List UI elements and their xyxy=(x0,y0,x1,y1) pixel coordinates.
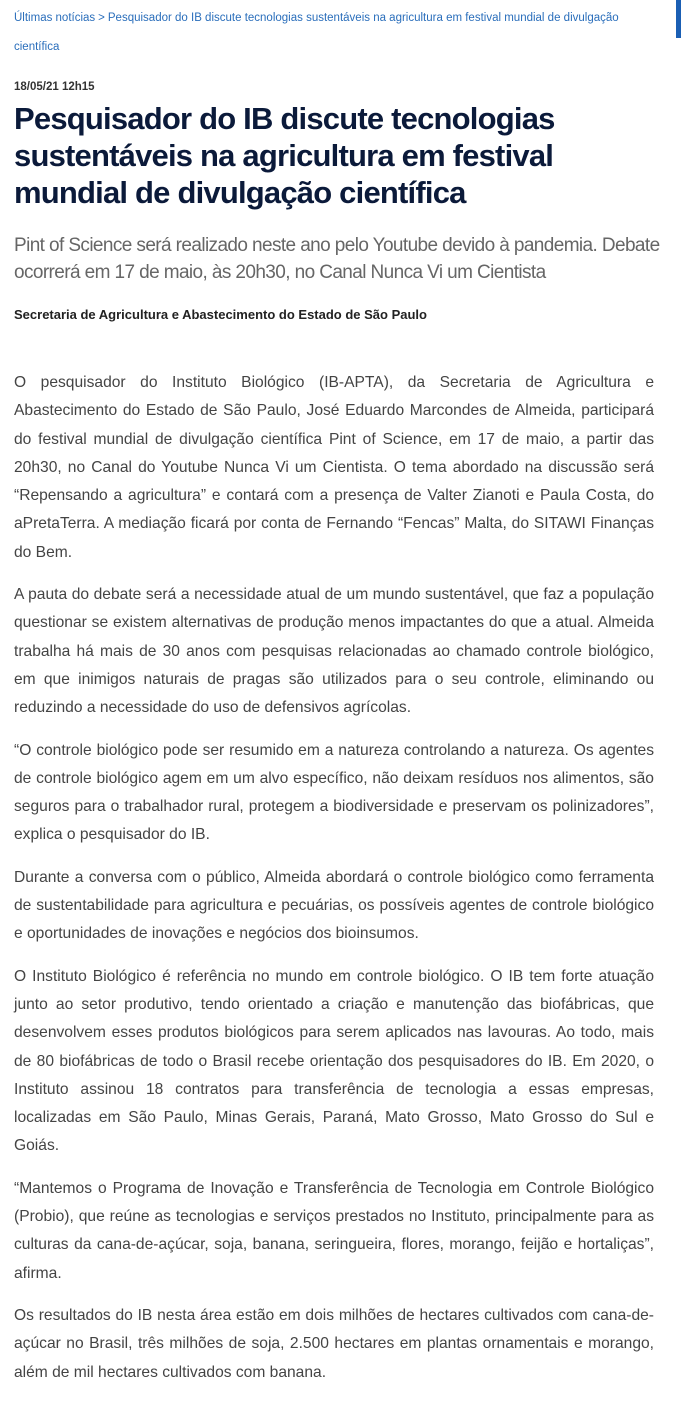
breadcrumb-separator: > xyxy=(98,12,105,24)
breadcrumb-link-current-article[interactable]: Pesquisador do IB discute tecnologias sustentáveis na agricultura em festival mundial de divulgação científica xyxy=(14,12,619,53)
article-subtitle: Pint of Science será realizado neste ano pelo Youtube devido à pandemia. Debate ocorrerá em 17 de maio, às 20h30, no Canal Nunca Vi um Cientista xyxy=(14,235,660,283)
article-paragraph: O Instituto Biológico é referência no mundo em controle biológico. O IB tem forte atuação junto ao setor produtivo, tendo orientado a criação e manutenção das biofábricas, que desenvolvem esses produtos biológicos para serem aplicados nas lavouras. Ao todo, mais de 80 biofábricas de todo o Brasil recebe orientação dos pesquisadores do IB. Em 2020, o Instituto assinou 18 contratos para transferência de tecnologia a essas empresas, localizadas em São Paulo, Minas Gerais, Paraná, Mato Grosso, Mato Grosso do Sul e Goiás. xyxy=(14,967,654,1155)
article-paragraph: Durante a conversa com o público, Almeida abordará o controle biológico como ferramenta de sustentabilidade para agricultura e pecuárias, os possíveis agentes de controle biológico e oportunidades de inovações e negócios dos bioinsumos. xyxy=(14,868,654,943)
article-paragraph: A pauta do debate será a necessidade atual de um mundo sustentável, que faz a população questionar se existem alternativas de produção menos impactantes do que a atual. Almeida trabalha há mais de 30 anos com pesquisas relacionadas ao chamado controle biológico, em que inimigos naturais de pragas são utilizados para o seu controle, eliminando ou reduzindo a necessidade do uso de defensivos agrícolas. xyxy=(14,586,654,717)
accent-bar xyxy=(676,0,681,38)
breadcrumb xyxy=(14,4,654,62)
article-paragraph: Os resultados do IB nesta área estão em dois milhões de hectares cultivados com cana-de-açúcar no Brasil, três milhões de soja, 2.500 hectares em plantas ornamentais e morango, além de mil hectares cultivados com banana. xyxy=(14,1306,654,1381)
article-title: Pesquisador do IB discute tecnologias sustentáveis na agricultura em festival mundial de divulgação científica xyxy=(14,101,555,210)
breadcrumb-link-ultimas-noticias[interactable]: Últimas notícias xyxy=(14,12,96,24)
article-paragraph: “O controle biológico pode ser resumido em a natureza controlando a natureza. Os agentes de controle biológico agem em um alvo específico, não deixam resíduos nos alimentos, são seguros para o trabalhador rural, protegem a biodiversidade e preservam os polinizadores”, explica o pesquisador do IB. xyxy=(14,741,654,844)
article-paragraph: “Mantemos o Programa de Inovação e Transferência de Tecnologia em Controle Biológico (Probio), que reúne as tecnologias e serviços prestados no Instituto, principalmente para as culturas da cana-de-açúcar, soja, banana, seringueira, flores, morango, feijão e hortaliças”, afirma. xyxy=(14,1179,654,1282)
article-source: Secretaria de Agricultura e Abastecimento do Estado de São Paulo xyxy=(14,307,427,322)
article-date: 18/05/21 12h15 xyxy=(14,81,95,93)
article-paragraph: O pesquisador do Instituto Biológico (IB-APTA), da Secretaria de Agricultura e Abastecimento do Estado de São Paulo, José Eduardo Marcondes de Almeida, participará do festival mundial de divulgação científica Pint of Science, em 17 de maio, a partir das 20h30, no Canal do Youtube Nunca Vi um Cientista. O tema abordado na discussão será “Repensando a agricultura” e contará com a presença de Valter Zianoti e Paula Costa, do aPretaTerra. A mediação ficará por conta de Fernando “Fencas” Malta, do SITAWI Finanças do Bem. xyxy=(14,374,654,561)
article-body xyxy=(14,369,654,1401)
